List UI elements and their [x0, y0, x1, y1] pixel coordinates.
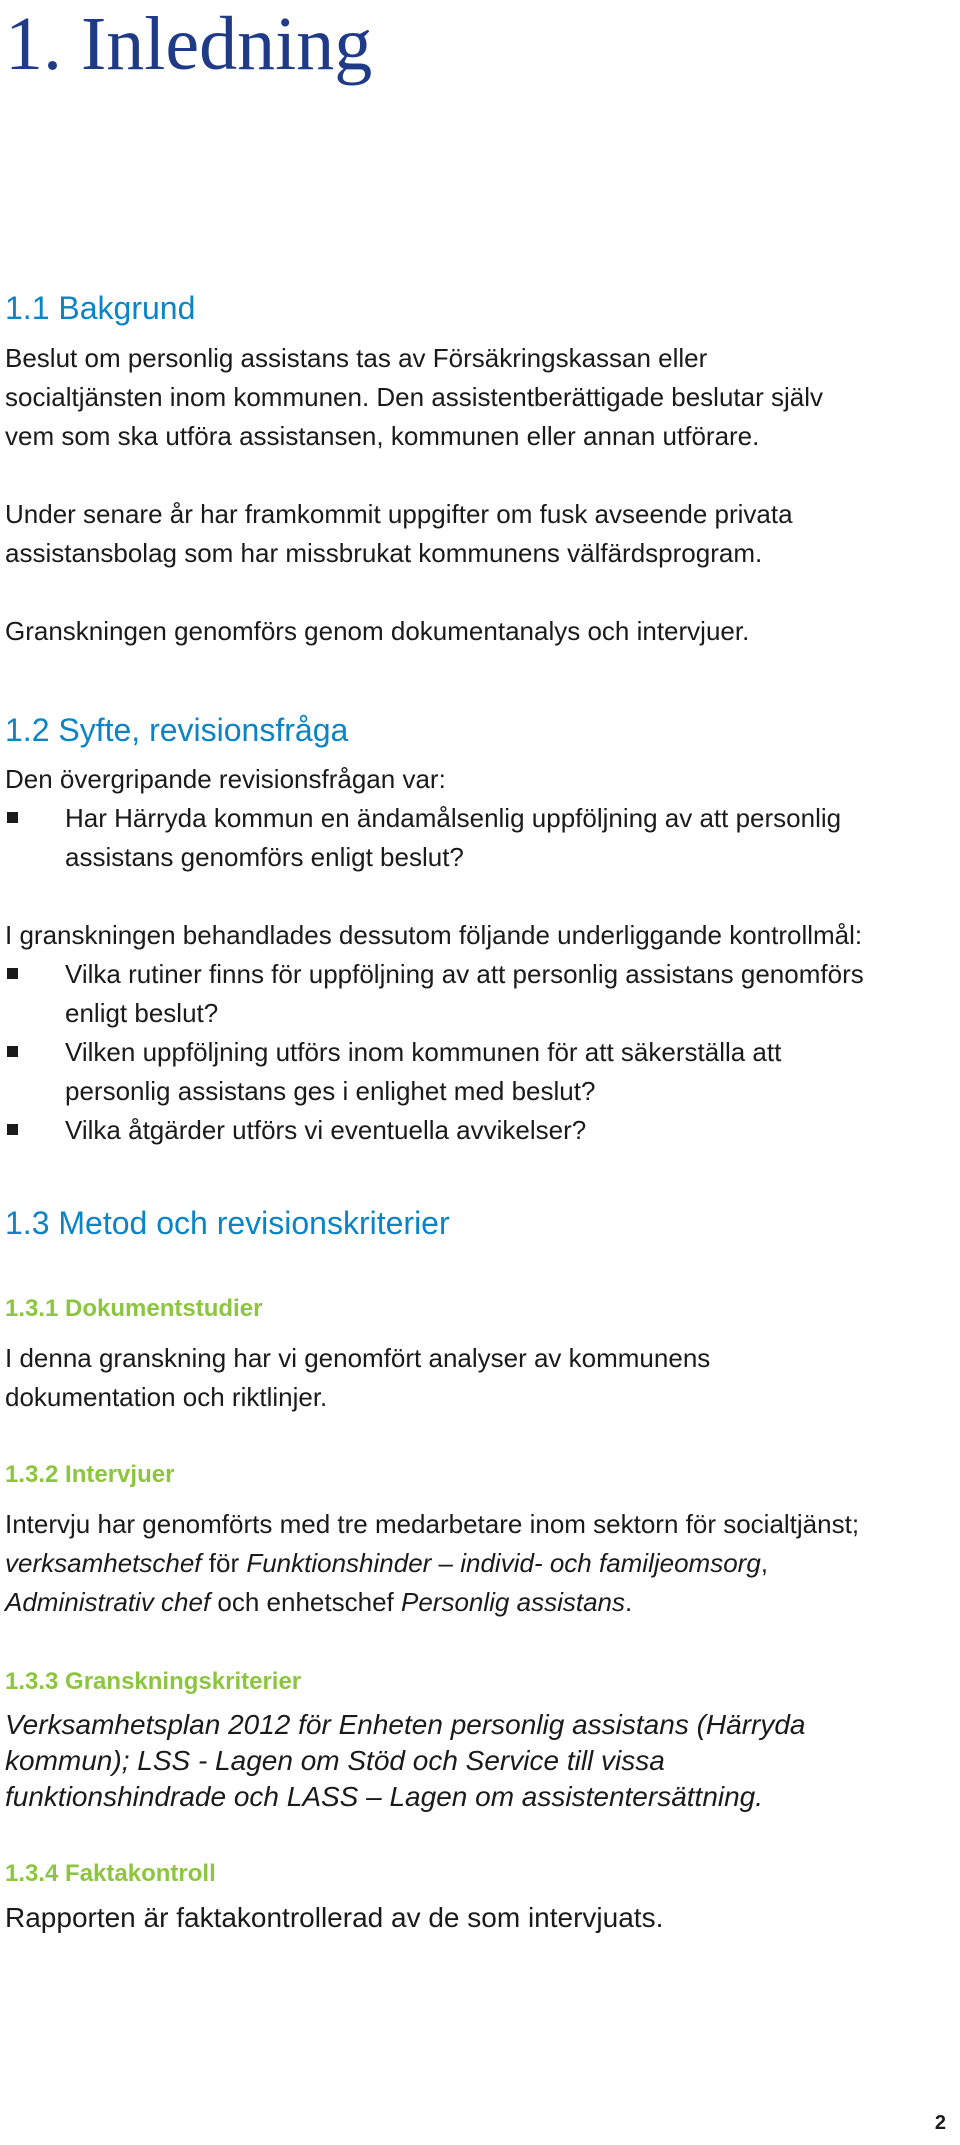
text-line: socialtjänsten inom kommunen. Den assistentberättigade beslutar själv [5, 382, 823, 412]
bullet-square-icon [7, 1124, 18, 1135]
heading-bakgrund: 1.1 Bakgrund [5, 290, 196, 326]
unit-text: Personlig assistans [401, 1587, 625, 1617]
bullet-square-icon [7, 812, 18, 823]
text-line [5, 1583, 955, 1622]
text-line: I denna granskning har vi genomfört analyser av kommunens [5, 1343, 711, 1373]
heading-granskningskriterier: 1.3.3 Granskningskriterier [5, 1668, 302, 1695]
role-text: verksamhetschef [5, 1548, 202, 1578]
kontrollmal-intro: I granskningen behandlades dessutom följande underliggande kontrollmål: [5, 920, 863, 950]
text-line: Under senare år har framkommit uppgifter om fusk avseende privata [5, 499, 793, 529]
bakgrund-paragraph-1 [5, 339, 955, 456]
faktakontroll-text: Rapporten är faktakontrollerad av de som intervjuats. [5, 1902, 664, 1933]
heading-syfte: 1.2 Syfte, revisionsfråga [5, 712, 349, 748]
kontrollmal-list [5, 955, 955, 1150]
revisionsfraga-list [5, 799, 955, 877]
list-item [5, 955, 955, 1033]
text-line: Intervju har genomförts med tre medarbetare inom sektorn för socialtjänst; [5, 1509, 860, 1539]
heading-metod: 1.3 Metod och revisionskriterier [5, 1205, 450, 1241]
text-line: enligt beslut? [65, 998, 219, 1028]
heading-intervjuer: 1.3.2 Intervjuer [5, 1461, 175, 1488]
text-line: Har Härryda kommun en ändamålsenlig uppföljning av att personlig [65, 803, 842, 833]
unit-text: Funktionshinder – individ- och familjeomsorg [246, 1548, 761, 1578]
list-item [5, 799, 955, 877]
syfte-intro: Den övergripande revisionsfrågan var: [5, 764, 446, 794]
list-item [5, 1111, 955, 1150]
text-line: Vilka åtgärder utförs vi eventuella avvikelser? [65, 1115, 587, 1145]
text-line: assistansbolag som har missbrukat kommunens välfärdsprogram. [5, 538, 763, 568]
text-line: kommun); LSS - Lagen om Stöd och Service till vissa [5, 1745, 665, 1776]
text-line: Beslut om personlig assistans tas av Försäkringskassan eller [5, 343, 708, 373]
text-line: vem som ska utföra assistansen, kommunen eller annan utförare. [5, 421, 760, 451]
text-line [5, 1544, 955, 1583]
role-text: Administrativ chef [5, 1587, 211, 1617]
heading-faktakontroll: 1.3.4 Faktakontroll [5, 1860, 216, 1887]
chapter-title: 1. Inledning [5, 2, 373, 86]
list-item [5, 1033, 955, 1111]
text-line: Vilka rutiner finns för uppföljning av att personlig assistans genomförs [65, 959, 864, 989]
text-line: personlig assistans ges i enlighet med beslut? [65, 1076, 596, 1106]
text-line: Verksamhetsplan 2012 för Enheten personlig assistans (Härryda [5, 1709, 806, 1740]
text-line: Vilken uppföljning utförs inom kommunen för att säkerställa att [65, 1037, 782, 1067]
dokumentstudier-text [5, 1339, 955, 1417]
heading-dokumentstudier: 1.3.1 Dokumentstudier [5, 1295, 263, 1322]
text-fragment: och enhetschef [210, 1587, 401, 1617]
granskningskriterier-text [5, 1707, 955, 1815]
bakgrund-paragraph-2 [5, 495, 955, 573]
bullet-square-icon [7, 1046, 18, 1057]
intervjuer-text [5, 1505, 955, 1622]
text-fragment: . [625, 1587, 633, 1617]
bullet-square-icon [7, 968, 18, 979]
text-fragment: , [760, 1548, 769, 1578]
text-fragment: för [201, 1548, 247, 1578]
bakgrund-paragraph-3: Granskningen genomförs genom dokumentanalys och intervjuer. [5, 616, 750, 646]
page-number: 2 [934, 2112, 946, 2134]
text-line: dokumentation och riktlinjer. [5, 1382, 328, 1412]
text-line: assistans genomförs enligt beslut? [65, 842, 464, 872]
text-line: funktionshindrade och LASS – Lagen om assistentersättning. [5, 1781, 764, 1812]
